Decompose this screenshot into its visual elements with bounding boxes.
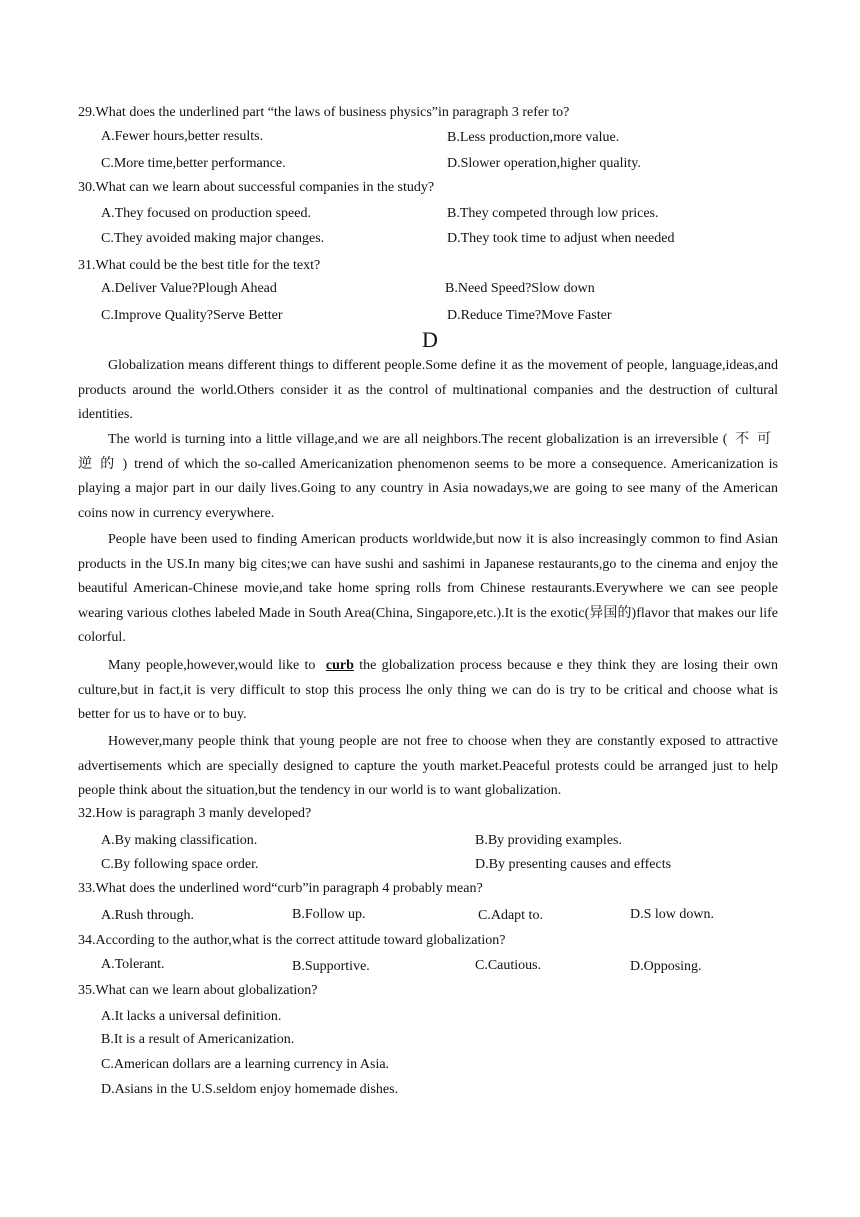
section-heading: D (422, 327, 438, 352)
paragraph-4-text-a: Many people,however,would like to (108, 658, 316, 673)
passage-paragraph-3 (78, 528, 778, 651)
question-34-stem: 34.According to the author,what is the correct attitude toward globalization? (78, 933, 506, 948)
question-31-option-a: A.Deliver Value?Plough Ahead (101, 281, 277, 296)
paragraph-2-gloss: (不可逆的) (78, 432, 779, 472)
question-29-option-c: C.More time,better performance. (101, 156, 286, 171)
paragraph-3-text-b: flavor that makes our life colorful. (78, 605, 778, 645)
question-35-option-b: B.It is a result of Americanization. (101, 1032, 295, 1047)
question-32-option-c: C.By following space order. (101, 857, 259, 872)
question-35-option-d: D.Asians in the U.S.seldom enjoy homemade dishes. (101, 1082, 399, 1097)
question-32-stem: 32.How is paragraph 3 manly developed? (78, 806, 312, 821)
question-29-option-b: B.Less production,more value. (447, 130, 620, 145)
passage-paragraph-1: Globalization means different things to different people.Some define it as the movement of people, language,ideas,and products around the world.Others consider it as the control of multinational companies and the destruction of cultural identities. (78, 358, 778, 422)
question-35-option-a: A.It lacks a universal definition. (101, 1009, 282, 1024)
paragraph-4-text-b: the globalization process because e they think they are losing their own culture,but in fact,it is very difficult to stop this process lhe only thing we can do is try to be critical and choose what is better for us to have or to buy. (78, 658, 778, 722)
underlined-word-curb: curb (325, 658, 354, 673)
question-33-stem: 33.What does the underlined word“curb”in paragraph 4 probably mean? (78, 881, 483, 896)
question-31-option-d: D.Reduce Time?Move Faster (447, 308, 612, 323)
question-35-stem: 35.What can we learn about globalization? (78, 983, 318, 998)
question-31-option-b: B.Need Speed?Slow down (445, 281, 595, 296)
question-35-option-c: C.American dollars are a learning currency in Asia. (101, 1057, 390, 1072)
question-34-option-a: A.Tolerant. (101, 957, 165, 972)
question-34-option-d: D.Opposing. (630, 959, 702, 974)
question-34-option-c: C.Cautious. (475, 958, 542, 973)
question-31-stem: 31.What could be the best title for the text? (78, 258, 321, 273)
paragraph-2-text-a: The world is turning into a little village,and we are all neighbors.The recent globalization is an irreversible (108, 432, 719, 447)
passage-paragraph-2 (78, 428, 778, 526)
paragraph-2-text-b: trend of which the so-called Americanization phenomenon seems to be more a consequence. Americanization is playing a major part in our daily lives.Going to any country in Asia nowadays,we are going to see many of the American coins now in currency everywhere. (78, 456, 778, 521)
question-32-option-d: D.By presenting causes and effects (475, 857, 672, 872)
passage-paragraph-4 (78, 654, 778, 728)
question-32-option-b: B.By providing examples. (475, 833, 622, 848)
question-33-option-c: C.Adapt to. (478, 908, 543, 923)
question-30-option-d: D.They took time to adjust when needed (447, 231, 675, 246)
question-34-option-b: B.Supportive. (292, 959, 370, 974)
question-33-option-b: B.Follow up. (292, 907, 366, 922)
question-29-stem: 29.What does the underlined part “the laws of business physics”in paragraph 3 refer to? (78, 105, 570, 120)
passage-paragraph-5: However,many people think that young people are not free to choose when they are constantly exposed to attractive advertisements which are specially designed to capture the youth market.Peaceful protests could be arranged just to help people think about the situation,but the tendency in our world is to want globalization. (78, 734, 778, 798)
question-30-option-a: A.They focused on production speed. (101, 206, 311, 221)
question-29-option-a: A.Fewer hours,better results. (101, 129, 264, 144)
question-30-stem: 30.What can we learn about successful companies in the study? (78, 180, 435, 195)
question-33-option-a: A.Rush through. (101, 908, 194, 923)
question-33-option-d: D.S low down. (630, 907, 715, 922)
paragraph-3-gloss: (异国的) (584, 605, 637, 621)
paragraph-3-text-a: People have been used to finding American products worldwide,but now it is also increasingly common to find Asian products in the US.In many big cites;we can have sushi and sashimi in Japanese restaurants,go to the cinema and enjoy the beautiful American-Chinese movie,and take home spring rolls from Chinese restaurants.Everywhere we can see people wearing various clothes labeled Made in South Area(China, Singapore,etc.).It is the exotic (78, 532, 778, 621)
question-29-option-d: D.Slower operation,higher quality. (447, 156, 641, 171)
question-32-option-a: A.By making classification. (101, 833, 258, 848)
question-30-option-c: C.They avoided making major changes. (101, 231, 325, 246)
question-30-option-b: B.They competed through low prices. (447, 206, 659, 221)
question-31-option-c: C.Improve Quality?Serve Better (101, 308, 283, 323)
